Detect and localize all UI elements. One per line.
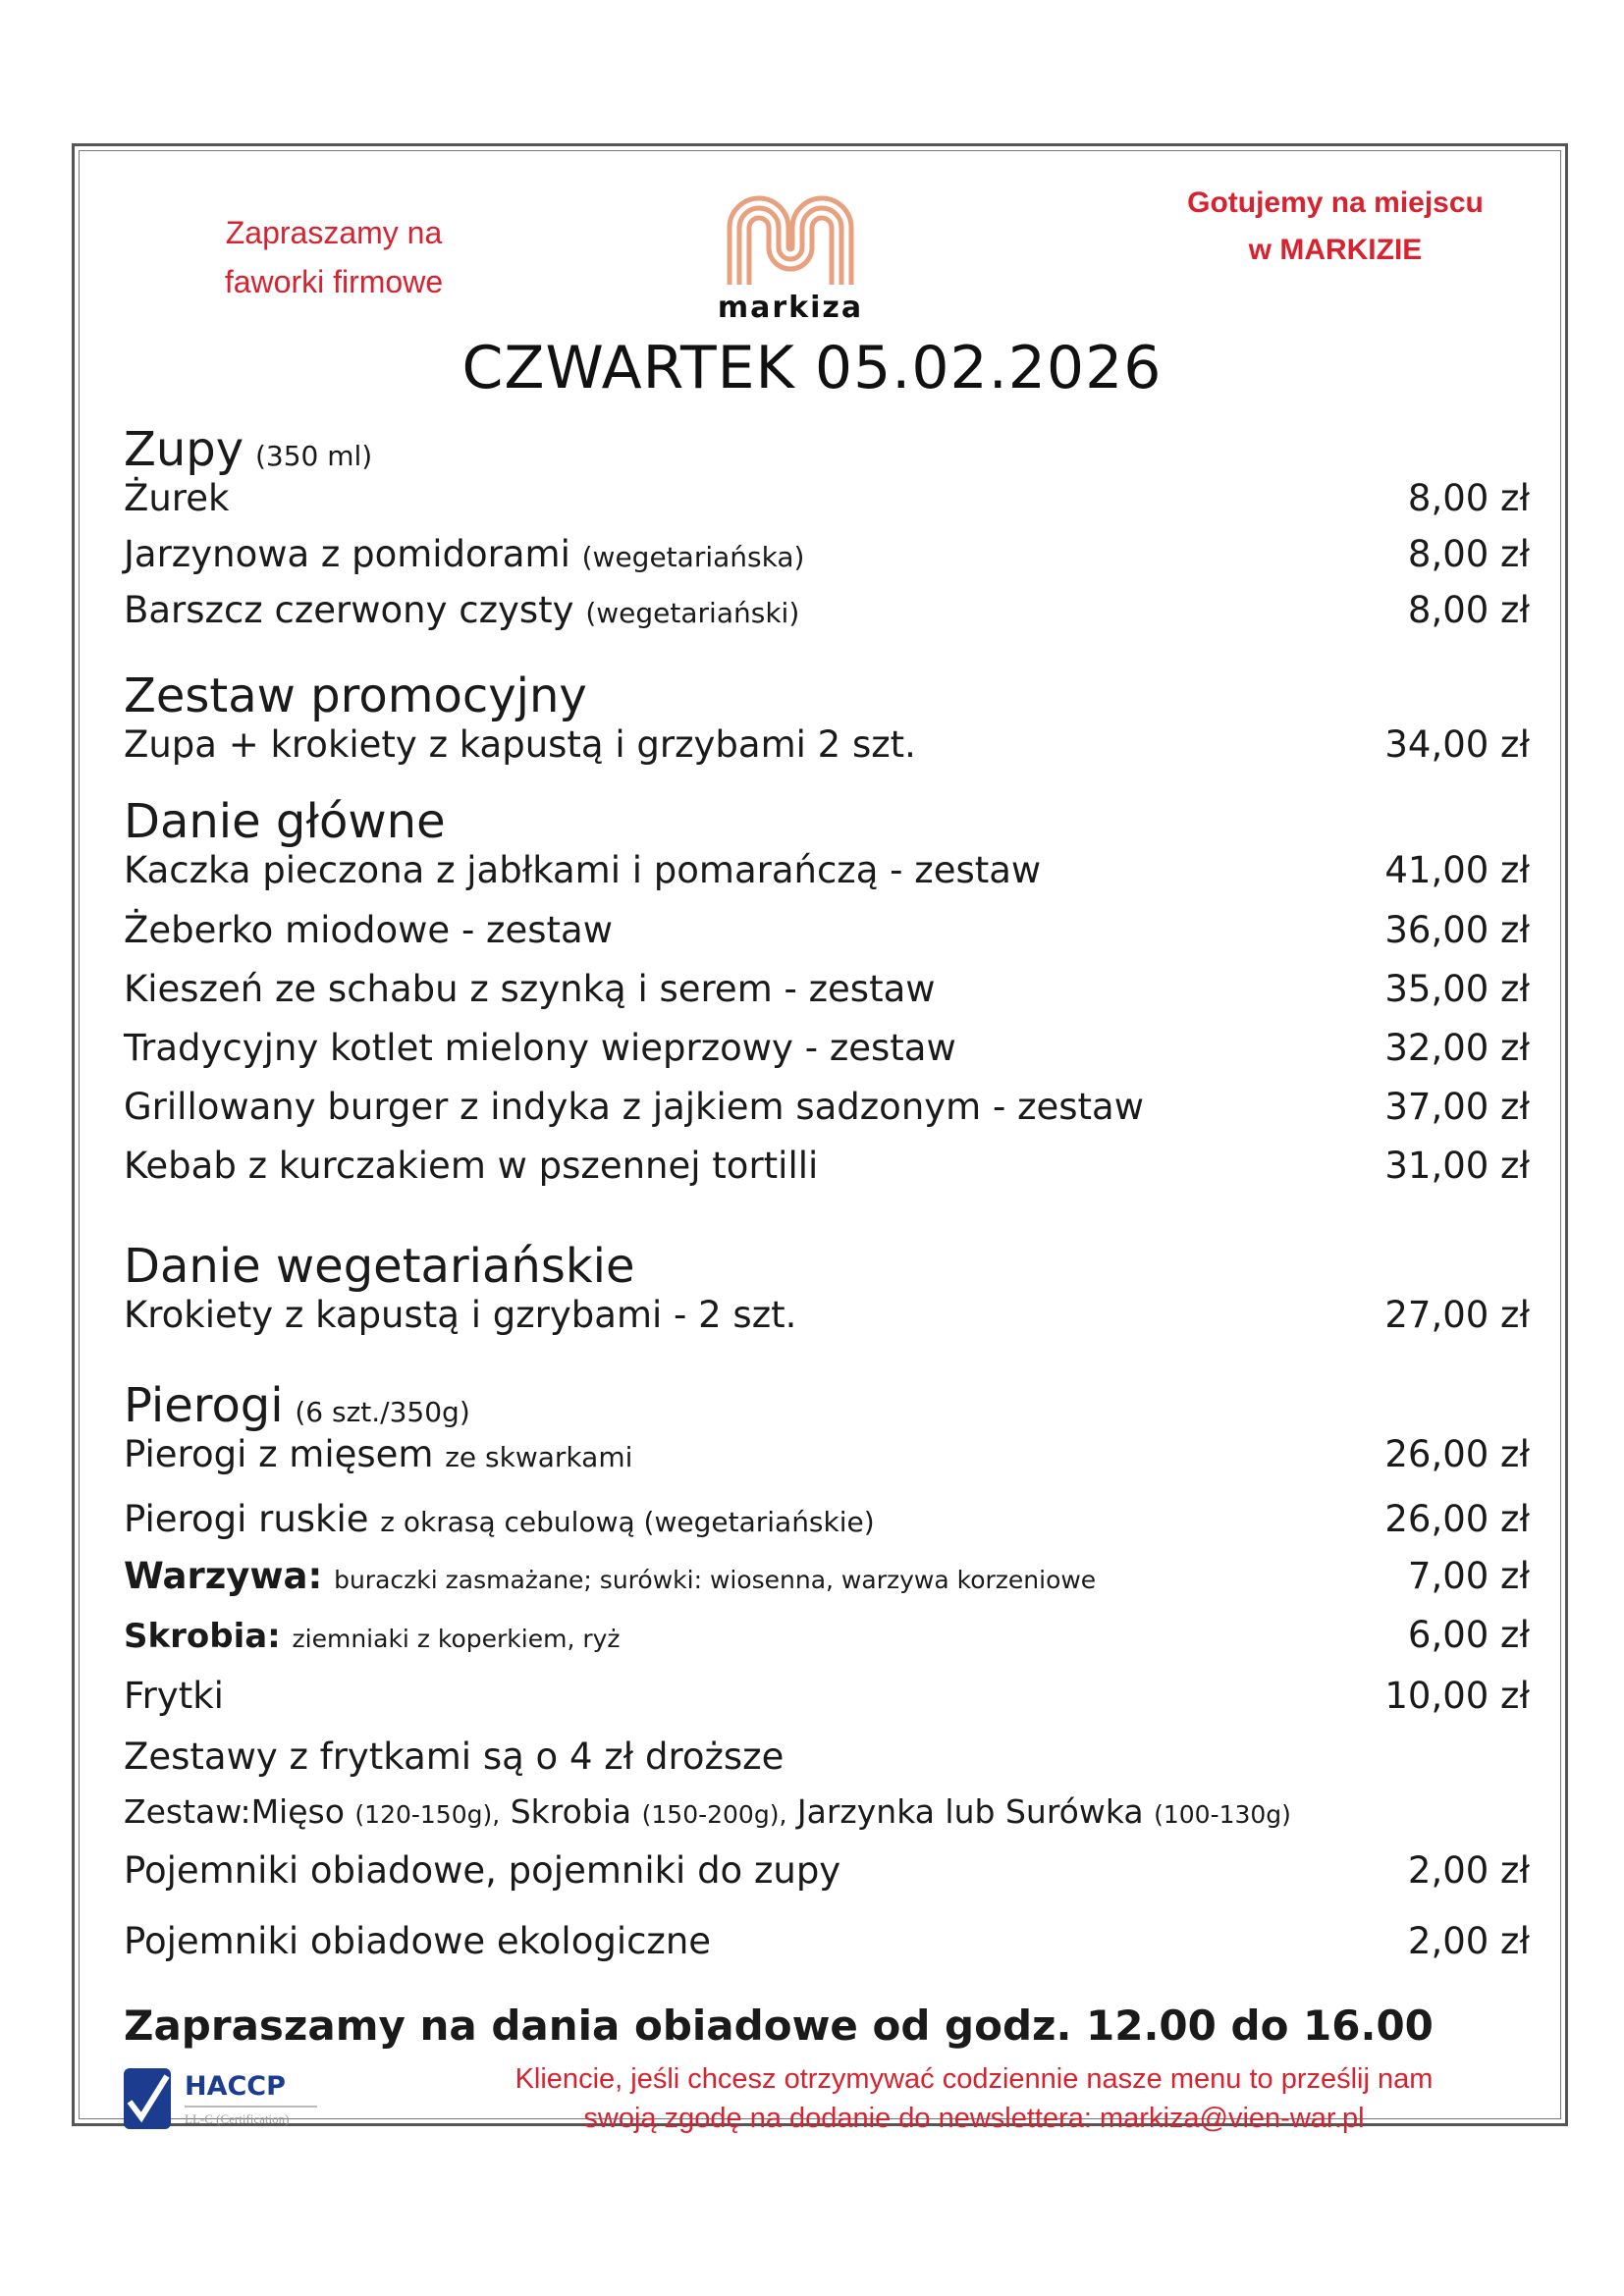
markiza-logo — [717, 188, 864, 325]
item-name: Tradycyjny kotlet mielony wieprzowy - zestaw — [124, 1027, 956, 1069]
cooking-note-line2: w MARKIZIE — [1248, 234, 1423, 266]
item-name: Grillowany burger z indyka z jajkiem sadzonym - zestaw — [124, 1086, 1144, 1128]
item-name: Żurek — [124, 477, 230, 519]
cooking-note-line1: Gotujemy na miejscu — [1187, 187, 1484, 219]
zestaw-note: (100-130g) — [1154, 1800, 1291, 1829]
item-price: 26,00 zł — [1384, 1433, 1530, 1475]
item-price: 41,00 zł — [1384, 849, 1530, 891]
item-name: Kebab z kurczakiem w pszennej tortilli — [124, 1145, 819, 1187]
menu-item — [124, 1433, 1530, 1498]
menu-item — [124, 849, 1530, 909]
item-note: (wegetariańska) — [581, 541, 805, 573]
item-name: Zupa + krokiety z kapustą i grzybami 2 szt. — [124, 723, 916, 766]
zestaw-part: Skrobia — [510, 1792, 632, 1831]
menu-item-frytki — [124, 1675, 1530, 1735]
item-price: 2,00 zł — [1407, 1849, 1530, 1892]
menu-item — [124, 1145, 1530, 1203]
zestaw-part: Mięso — [250, 1792, 345, 1831]
closing-text: Zapraszamy na dania obiadowe od godz. 12.00 do 16.00 — [124, 2002, 1434, 2050]
item-price: 32,00 zł — [1384, 1027, 1530, 1069]
zestaw-composition — [124, 1792, 1530, 1849]
section-title: Pierogi — [124, 1378, 284, 1433]
zestaw-note: (150-200g), — [641, 1800, 787, 1829]
newsletter-line1: Kliencie, jeśli chcesz otrzymywać codziennie nasze menu to prześlij nam — [514, 2063, 1434, 2095]
haccp-subtitle: LL-C (Certification) — [185, 2110, 290, 2126]
item-note: z okrasą cebulową (wegetariańskie) — [380, 1506, 875, 1538]
item-price: 26,00 zł — [1384, 1498, 1530, 1540]
menu-item — [124, 589, 1530, 645]
item-price: 31,00 zł — [1384, 1145, 1530, 1187]
section-promo — [124, 645, 1530, 723]
newsletter-line2: swoją zgodę na dodanie do newslettera: markiza@vien-war.pl — [583, 2103, 1365, 2134]
menu-item-skrobia — [124, 1614, 1530, 1675]
menu-item — [124, 1086, 1530, 1145]
item-name: Pojemniki obiadowe ekologiczne — [124, 1920, 712, 1962]
zestaw-part: Jarzynka lub Surówka — [796, 1792, 1144, 1831]
item-price: 6,00 zł — [1407, 1614, 1530, 1656]
item-price: 10,00 zł — [1384, 1675, 1530, 1717]
frytki-note — [124, 1735, 1530, 1792]
menu-item — [124, 1498, 1530, 1555]
section-title: Danie wegetariańskie — [124, 1239, 635, 1294]
footer — [124, 2059, 1530, 2138]
zestaw-prefix: Zestaw: — [124, 1792, 251, 1831]
item-name: Pojemniki obiadowe, pojemniki do zupy — [124, 1849, 841, 1892]
section-title: Zestaw promocyjny — [124, 668, 587, 723]
frytki-note-text: Zestawy z frytkami są o 4 zł droższe — [124, 1735, 785, 1778]
menu-body — [124, 412, 1530, 2138]
item-name: Krokiety z kapustą i gzrybami - 2 szt. — [124, 1294, 797, 1336]
haccp-badge — [124, 2068, 418, 2129]
logo-wordmark: markiza — [717, 291, 864, 325]
item-name: Barszcz czerwony czysty — [124, 589, 574, 631]
item-price: 37,00 zł — [1384, 1086, 1530, 1128]
item-price: 8,00 zł — [1407, 533, 1530, 575]
item-note: (wegetariański) — [585, 597, 800, 629]
section-title: Danie główne — [124, 794, 446, 849]
menu-item — [124, 723, 1530, 782]
menu-item — [124, 1294, 1530, 1364]
item-desc: buraczki zasmażane; surówki: wiosenna, warzywa korzeniowe — [334, 1566, 1097, 1594]
item-name: Pierogi ruskie — [124, 1498, 369, 1540]
item-label: Skrobia: — [124, 1617, 281, 1656]
faworki-note-line1: Zapraszamy na — [225, 215, 443, 250]
checkmark-icon — [124, 2068, 171, 2129]
faworki-note — [187, 208, 481, 306]
section-pierogi — [124, 1364, 1530, 1433]
item-name: Frytki — [124, 1675, 224, 1717]
menu-item — [124, 533, 1530, 589]
section-title: Zupy — [124, 422, 244, 477]
section-zupy — [124, 412, 1530, 477]
item-name: Jarzynowa z pomidorami — [124, 533, 570, 575]
menu-item — [124, 1920, 1530, 1977]
item-name: Kieszeń ze schabu z szynką i serem - zestaw — [124, 968, 936, 1010]
menu-item — [124, 477, 1530, 533]
item-name: Kaczka pieczona z jabłkami i pomarańczą - zestaw — [124, 849, 1042, 891]
section-wege — [124, 1203, 1530, 1294]
item-price: 35,00 zł — [1384, 968, 1530, 1010]
section-note: (6 szt./350g) — [295, 1396, 470, 1428]
item-label: Warzywa: — [124, 1555, 323, 1597]
item-price: 27,00 zł — [1384, 1294, 1530, 1336]
menu-item-warzywa — [124, 1555, 1530, 1614]
markiza-m-icon — [722, 188, 859, 287]
haccp-title: HACCP — [185, 2071, 317, 2108]
menu-item — [124, 909, 1530, 968]
item-price: 8,00 zł — [1407, 477, 1530, 519]
item-note: ze skwarkami — [445, 1441, 633, 1473]
item-name: Pierogi z mięsem — [124, 1433, 434, 1475]
cooking-note — [1164, 180, 1507, 274]
item-desc: ziemniaki z koperkiem, ryż — [292, 1625, 621, 1653]
item-price: 7,00 zł — [1407, 1555, 1530, 1597]
item-price: 8,00 zł — [1407, 589, 1530, 631]
menu-item — [124, 968, 1530, 1027]
menu-item — [124, 1849, 1530, 1920]
menu-item — [124, 1027, 1530, 1086]
closing-line — [124, 1977, 1530, 2050]
section-note: (350 ml) — [254, 440, 373, 472]
page-title: CZWARTEK 05.02.2026 — [461, 334, 1163, 402]
item-name: Żeberko miodowe - zestaw — [124, 909, 613, 951]
section-glowne — [124, 782, 1530, 849]
faworki-note-line2: faworki firmowe — [224, 264, 444, 299]
item-price: 2,00 zł — [1407, 1920, 1530, 1962]
newsletter-note — [418, 2059, 1530, 2138]
zestaw-note: (120-150g), — [354, 1800, 501, 1829]
item-price: 36,00 zł — [1384, 909, 1530, 951]
item-price: 34,00 zł — [1384, 723, 1530, 766]
